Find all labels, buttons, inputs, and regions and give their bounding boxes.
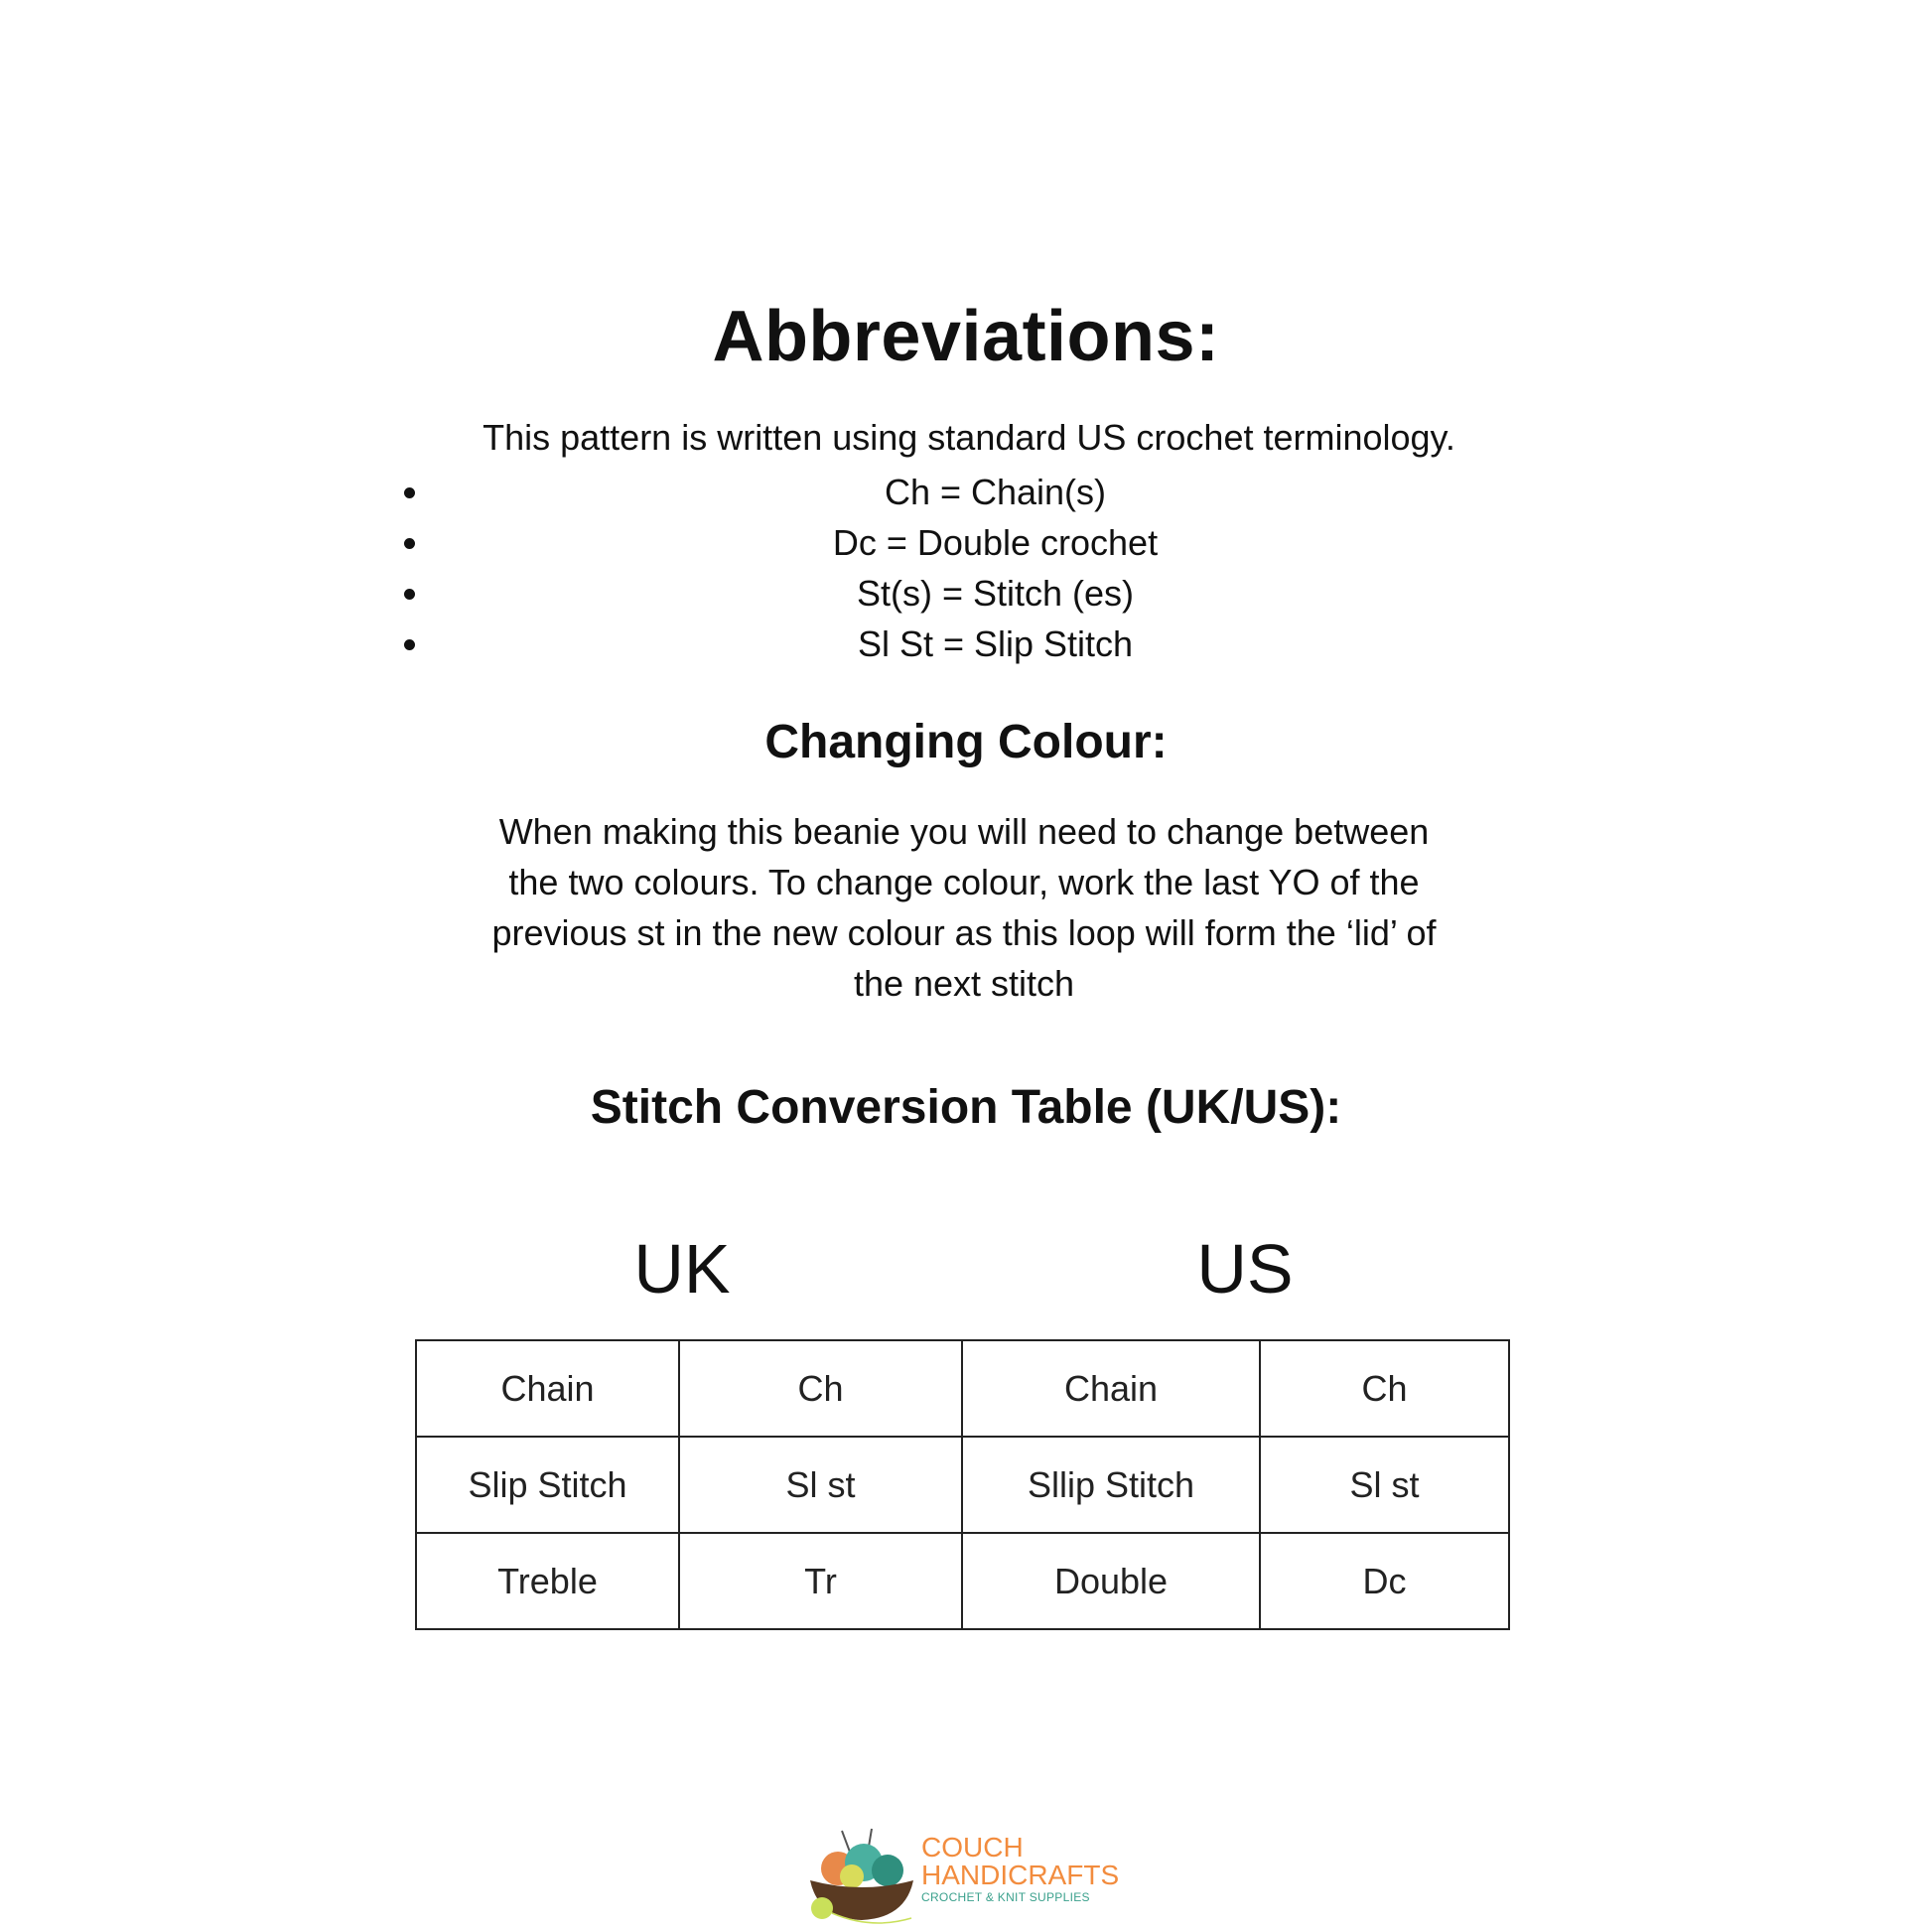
conversion-table-heading: Stitch Conversion Table (UK/US): <box>590 1081 1342 1134</box>
table-cell: Sl st <box>1260 1437 1509 1533</box>
yarn-bowl-icon <box>802 1819 921 1928</box>
list-item <box>387 467 1603 517</box>
paragraph-line: the two colours. To change colour, work the last YO of the <box>508 862 1420 902</box>
paragraph-line: When making this beanie you will need to change between <box>498 811 1430 852</box>
changing-colour-paragraph <box>397 806 1531 1009</box>
table-cell: Chain <box>962 1340 1260 1437</box>
table-cell: Slip Stitch <box>416 1437 679 1533</box>
changing-colour-heading: Changing Colour: <box>764 716 1168 768</box>
bullet-icon <box>404 538 415 549</box>
list-item <box>387 517 1603 568</box>
logo-tagline: CROCHET & KNIT SUPPLIES <box>921 1890 1090 1904</box>
list-item <box>387 619 1603 669</box>
logo-line-2: HANDICRAFTS <box>921 1860 1120 1890</box>
abbreviation-text: Sl St = Slip Stitch <box>857 623 1134 664</box>
table-cell: Double <box>962 1533 1260 1629</box>
table-cell: Chain <box>416 1340 679 1437</box>
logo-wordmark <box>921 1834 1119 1903</box>
table-cell: Tr <box>679 1533 962 1629</box>
us-column-label: US <box>1196 1230 1294 1308</box>
table-cell: Sl st <box>679 1437 962 1533</box>
table-cell: Treble <box>416 1533 679 1629</box>
table-row <box>416 1437 1509 1533</box>
table-row <box>416 1340 1509 1437</box>
bullet-icon <box>404 639 415 650</box>
bullet-icon <box>404 589 415 600</box>
list-item <box>387 568 1603 619</box>
abbreviations-list <box>387 467 1603 669</box>
uk-column-label: UK <box>633 1230 731 1308</box>
paragraph-line: previous st in the new colour as this loop will form the ‘lid’ of <box>491 912 1437 953</box>
couch-handicrafts-logo <box>802 1819 1145 1928</box>
abbreviation-text: Ch = Chain(s) <box>884 472 1107 512</box>
abbreviations-intro: This pattern is written using standard US crochet terminology. <box>483 417 1455 458</box>
paragraph-line: the next stitch <box>853 963 1075 1004</box>
table-cell: Dc <box>1260 1533 1509 1629</box>
abbreviation-text: Dc = Double crochet <box>832 522 1159 563</box>
table-cell: Ch <box>679 1340 962 1437</box>
logo-line-1: COUCH <box>921 1832 1024 1863</box>
abbreviation-text: St(s) = Stitch (es) <box>856 573 1135 614</box>
table-cell: Ch <box>1260 1340 1509 1437</box>
table-row <box>416 1533 1509 1629</box>
abbreviations-title: Abbreviations: <box>712 297 1220 376</box>
table-cell: Sllip Stitch <box>962 1437 1260 1533</box>
stitch-conversion-table <box>415 1339 1510 1630</box>
bullet-icon <box>404 487 415 498</box>
